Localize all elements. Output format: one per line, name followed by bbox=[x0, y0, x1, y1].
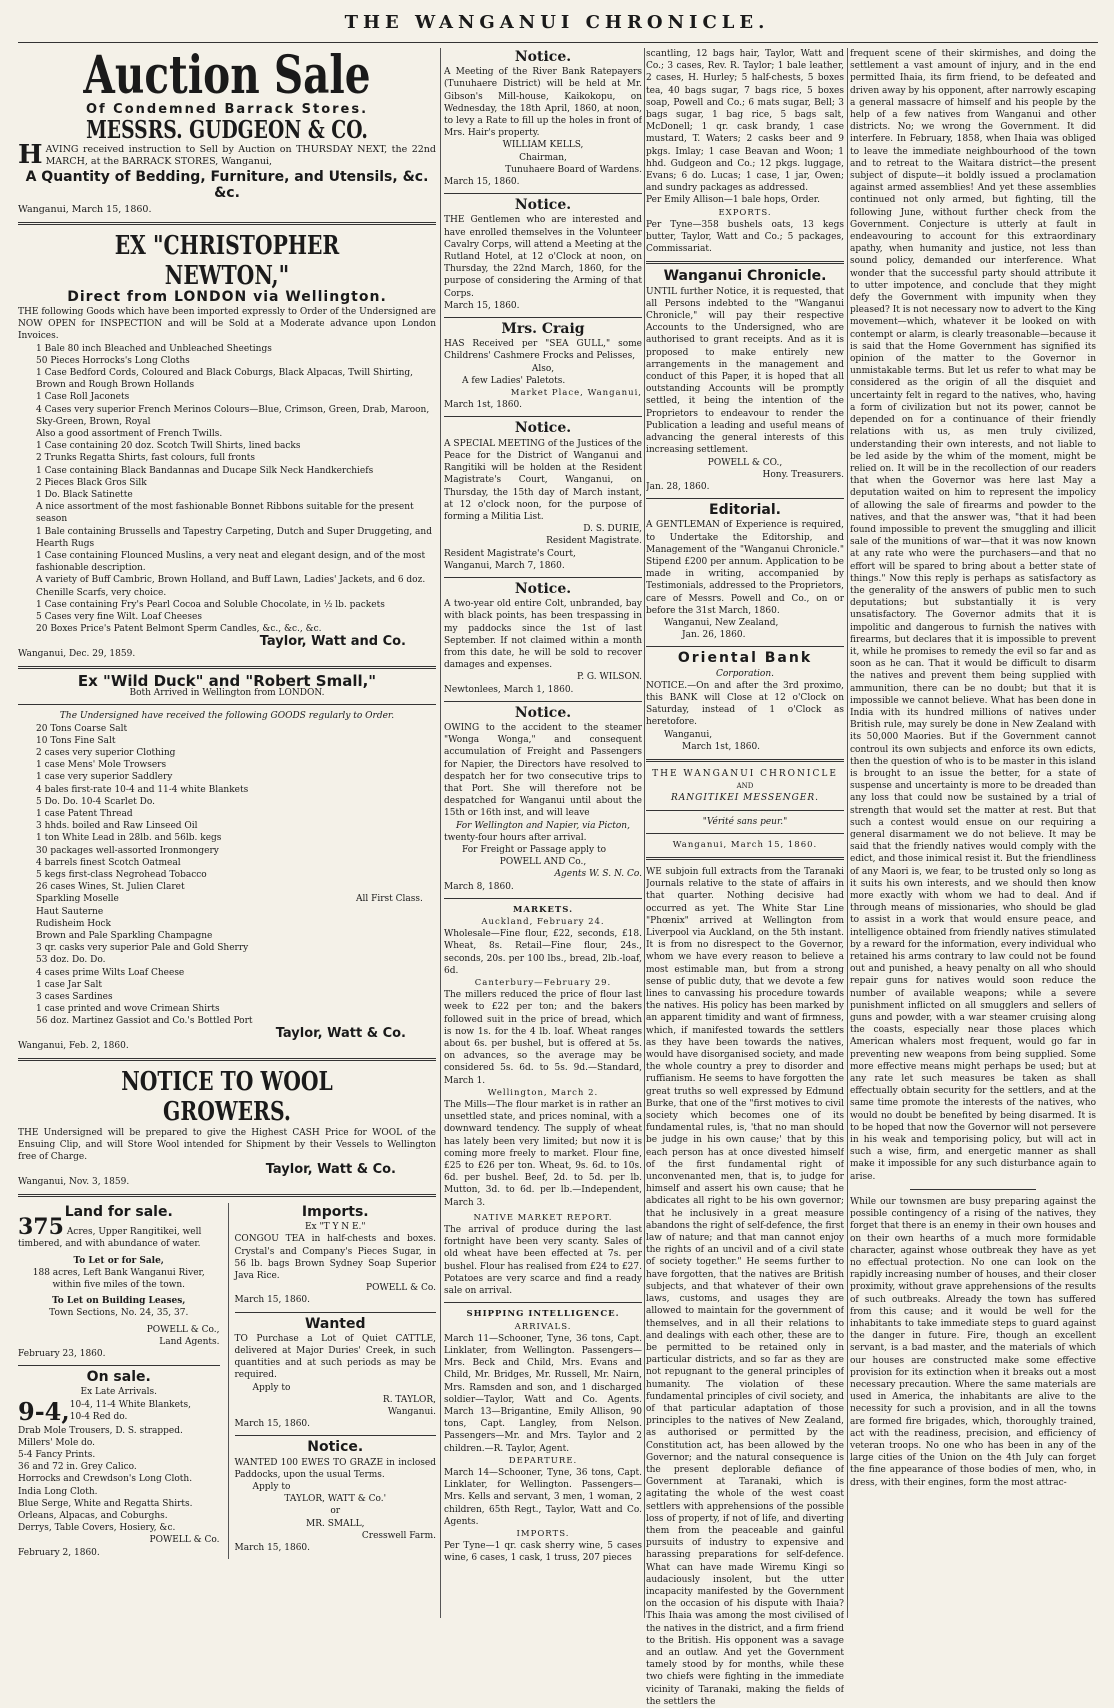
column-2 bbox=[444, 48, 642, 1565]
oriental-place: Wanganui, bbox=[664, 729, 713, 740]
divider bbox=[646, 498, 844, 499]
wildduck-intro: The Undersigned have received the following GOODS regularly to Order. bbox=[59, 711, 395, 722]
land-date: February 23, 1860. bbox=[18, 1349, 106, 1360]
list-item: Orleans, Alpacas, and Coburghs. bbox=[18, 1511, 168, 1522]
craig-place: Market Place, Wanganui, bbox=[510, 388, 642, 399]
notice5-sig2: Agents W. S. N. Co. bbox=[554, 869, 642, 880]
newton-subtitle: Direct from LONDON via Wellington. bbox=[67, 288, 387, 305]
imports-signature: POWELL & Co. bbox=[366, 1283, 436, 1294]
list-item: 56 doz. Martinez Gassiot and Co.'s Bottled Port bbox=[36, 1016, 253, 1027]
auction-sale-ad: Auction Sale Of Condemned Barrack Stores. MESSRS. GUDGEON & CO. HAVING received instruction to Sell by Auction on THURSDAY NEXT, the 22nd MARCH, at the BARRACK STORES, Wanganui, A Quantity of Bedding, Furniture, and Utensils, &c. &c. Wanganui, March 15, 1860. bbox=[18, 48, 436, 215]
list-item: Haut Sauterne bbox=[36, 906, 104, 917]
list-item: 2 Pieces Black Gros Silk bbox=[36, 477, 147, 488]
list-item: Derrys, Table Covers, Hosiery, &c. bbox=[18, 1523, 176, 1534]
notice5-body: OWING to the accident to the steamer "Wonga Wonga," and consequent accumulation of Freight and Passengers for Napier, the Directors have resolved to despatch her for two consecutive trips to that Port. She will therefore not be despatched for Wanganui until about the 15th or 16th inst, and will leave bbox=[444, 722, 642, 819]
divider bbox=[444, 416, 642, 417]
onsale-big: 9-4, bbox=[18, 1396, 70, 1426]
list-item: 1 case printed and wove Crimean Shirts bbox=[36, 1004, 220, 1015]
column-rule bbox=[644, 48, 645, 1618]
chronicle-date: Jan. 28, 1860. bbox=[646, 481, 710, 492]
list-item: 1 Do. Black Satinette bbox=[36, 490, 133, 501]
onsale-items bbox=[18, 1425, 220, 1535]
land-title: Land for sale. bbox=[64, 1204, 173, 1221]
imports-ship: Ex "T Y N E." bbox=[304, 1222, 366, 1233]
list-item: 5 Do. Do. 10-4 Scarlet Do. bbox=[36, 796, 155, 807]
list-item: 1 Case containing 20 doz. Scotch Twill Shirts, lined backs bbox=[36, 441, 301, 452]
ewes-date: March 15, 1860. bbox=[234, 1543, 311, 1554]
auction-date: Wanganui, March 15, 1860. bbox=[18, 203, 152, 215]
list-item: 30 packages well-assorted Ironmongery bbox=[36, 845, 219, 856]
list-item: 1 Case containing Black Bandannas and Ducape Silk Neck Handkerchiefs bbox=[36, 465, 374, 476]
exports-head: EXPORTS. bbox=[718, 207, 772, 218]
ewes-sig4: Cresswell Farm. bbox=[361, 1530, 436, 1541]
onsale-signature: POWELL & Co. bbox=[149, 1535, 220, 1546]
markets-canterbury-head: Canterbury—February 29. bbox=[474, 978, 612, 989]
ewes-sig2: or bbox=[330, 1506, 341, 1517]
christopher-newton-ad bbox=[18, 231, 436, 660]
paper-masthead-line2: AND bbox=[736, 782, 754, 791]
list-item: 1 ton White Lead in 28lb. and 56lb. kegs bbox=[36, 833, 222, 844]
notice5-notice: twenty-four hours after arrival. bbox=[444, 832, 587, 843]
wanted-apply: Apply to bbox=[252, 1382, 291, 1393]
exports-body: Per Tyne—358 bushels oats, 13 kegs butter, Taylor, Watt and Co.; 5 packages, Commissariat. bbox=[646, 219, 844, 255]
notice3-title: Notice. bbox=[514, 420, 572, 437]
ewes-apply: Apply to bbox=[252, 1482, 291, 1493]
auction-body: AVING received instruction to Sell by Auction on THURSDAY NEXT, the 22nd MARCH, at the BARRACK STORES, Wanganui, bbox=[45, 144, 436, 168]
onsale-title: On sale. bbox=[86, 1369, 151, 1386]
wildduck-title: Ex "Wild Duck" and "Robert Small," bbox=[77, 671, 377, 690]
land-body: Acres, Upper Rangitikei, well timbered, and with abundance of water. bbox=[18, 1227, 202, 1250]
notice5-title: Notice. bbox=[514, 704, 572, 721]
imports-date: March 15, 1860. bbox=[234, 1295, 311, 1306]
list-item: Horrocks and Crewdson's Long Cloth. bbox=[18, 1474, 193, 1485]
divider bbox=[910, 1189, 1036, 1190]
notice3-body: A SPECIAL MEETING of the Justices of the Peace for the District of Wanganui and Rangitiki will be holden at the Resident Magistrate's Court, Wanganui, on Thursday, the 15th day of March instant, at 12 o'clock noon, for the purpose of forming a Militia List. bbox=[444, 438, 642, 522]
list-item: A nice assortment of the most fashionable Bonnet Ribbons suitable for the present season bbox=[36, 502, 414, 525]
wildduck-items bbox=[18, 723, 356, 1028]
list-item: 5-4 Fancy Prints. bbox=[18, 1450, 96, 1461]
shipping-imports-head: IMPORTS. bbox=[516, 1528, 570, 1539]
list-item: 3 cases Sardines bbox=[36, 991, 113, 1002]
list-item: 1 case Mens' Mole Trowsers bbox=[36, 760, 167, 771]
divider bbox=[646, 833, 844, 834]
list-item: 1 Case containing Flounced Muslins, a very neat and elegant design, and of the most fashionable description. bbox=[36, 551, 426, 574]
imports-body: CONGOU TEA in half-chests and boxes. Crystal's and Company's Pieces Sugar, in 56 lb. bags Brown Sydney Soap Superior Java Rice. bbox=[234, 1234, 436, 1282]
divider bbox=[444, 317, 642, 318]
column-1 bbox=[18, 48, 436, 1559]
paper-motto: "Vérité sans peur." bbox=[702, 816, 788, 827]
land-let-body: 188 acres, Left Bank Wanganui River, within five miles of the town. bbox=[32, 1267, 205, 1291]
notice5-apply: For Freight or Passage apply to bbox=[462, 844, 607, 855]
imports-continued: scantling, 12 bags hair, Taylor, Watt and Co.; 3 cases, Rev. R. Taylor; 1 bale leather, 2 cases, H. Hurley; 5 half-chests, 5 boxes tea, 40 bags sugar, 7 bags rice, 5 boxes soap, Powell and Co.; 6 mats sugar, Bell; 3 bags sugar, 1 bag rice, 5 bags salt, McDonell; 1 qr. cask brandy, 1 case mustard, T. Waters; 2 casks beer and 9 pkgs. Imlay; 1 case Beavan and Woon; 1 hhd. Gudgeon and Co.; 12 pkgs. luggage, Evans; 6 do. Lucas; 1 case, 1 jar, Owen; and sundry packages as addressed. bbox=[646, 49, 844, 194]
imports-title: Imports. bbox=[301, 1204, 369, 1221]
list-item: 2 Trunks Regatta Shirts, fast colours, full fronts bbox=[36, 453, 256, 464]
markets-native: The arrival of produce during the last fortnight have been very scanty. Sales of old wheat have been effected at 7s. per bushel. Flour has realised from £24 to £27. Potatoes are very scarce and find a ready sale on arrival. bbox=[444, 1225, 642, 1297]
list-item: 10-4, 11-4 White Blankets, bbox=[69, 1399, 191, 1410]
chronicle-sig2: Hony. Treasurers. bbox=[762, 469, 844, 480]
craig-extra: A few Ladies' Paletots. bbox=[462, 375, 566, 386]
divider bbox=[444, 701, 642, 702]
onsale-items-top bbox=[70, 1399, 220, 1425]
oriental-date: March 1st, 1860. bbox=[682, 741, 761, 752]
land-build-title: To Let on Building Leases, bbox=[52, 1296, 186, 1307]
shipping-arrivals: March 11—Schooner, Tyne, 36 tons, Capt. Linklater, from Wellington. Passengers—Mrs. Beck and Child, Mrs. Evans and Child, Mr. Bridges, Mr. Russell, Mr. Nairn, Mrs. Ramsden and son, and 1 discharged soldier—Taylor, Watt and Co. Agents. March 13—Brigantine, Emily Allison, 90 tons, Capt. Langley, from Nelson. Passengers—Mr. and Mrs. Taylor and 2 children.—R. Taylor, Agent. bbox=[444, 1333, 642, 1454]
notice1-date: March 15, 1860. bbox=[444, 177, 520, 188]
divider bbox=[646, 810, 844, 811]
notice4-body: A two-year old entire Colt, unbranded, bay with black points, has been trespassing in my paddocks since the 1st of last September. If not claimed within a month from this date, he will be sold to recover damages and expenses. bbox=[444, 599, 642, 671]
masthead: THE WANGANUI CHRONICLE. bbox=[344, 12, 770, 33]
list-item: 1 Bale containing Brussells and Tapestry Carpeting, Dutch and Super Druggeting, and Hearth Rugs bbox=[36, 526, 432, 549]
wool-date: Wanganui, Nov. 3, 1859. bbox=[18, 1176, 130, 1187]
notice5-date: March 8, 1860. bbox=[444, 881, 514, 892]
divider bbox=[18, 1058, 436, 1061]
wool-title: NOTICE TO WOOL GROWERS. bbox=[121, 1067, 333, 1127]
editorial-article: WE subjoin full extracts from the Taranaki Journals relative to the state of affairs in that quarter. Nothing decisive had occurred as yet. The White Star Line "Phœnix" arrived at Wellington from Liverpool via Auckland, on the 5th instant. It is from no disrespect to the Governor, whom we have every reason to believe a most estimable man, but from a strong sense of public duty, that we devote a few lines to canvassing his procedure towards the natives. His policy has been marked by an apparent timidity and want of firmness, which, if manifested towards the settlers as they have been towards the natives, would have disorganised society, and made the whole country a prey to disorder and ruffianism. He seems to have forgotten the great truths so well expressed by Edmund Burke, that one of the "first motives to civil society which becomes one of its fundamental rules, is, 'that no man should be judge in his own cause;' that by this each person has at once divested himself of the first fundamental right of unconvenanted men, that is, to judge for himself and assert his own cause; that he abdicates all right to be his own governor; that he inclusively in a great measure abandons the right of self-defence, the first law of nature; and that man cannot enjoy the rights of an uncivil and of a civil state of society together." He seems further to have forgotten, that the natives are British subjects, and that whatever of their own laws, customs, and usages they are allowed to maintain for the government of themselves, and in all their relations to and dealings with each other, these are to be permitted to be retained only in particular districts, and so far as they are not repugnant to the general principles of humanity. The violation of these fundamental principles of civil society, and of that particular adaptation of those principles to the natives of New Zealand, as authorised or permitted by the Constitution act, has been allowed by the Governor; and the natural consequence is the present deplorable defiance of Government at Taranaki, which is agitating the whole of the west coast settlers with apprehensions of the possible loss of property, if not of life, and diverting them from the peaceable and gainful pursuits of industry to expensive and harassing preparations for self-defence. What can have made Wiremu Kingi so audaciously insolent, but the utter incapacity manifested by the Government on the occasion of his dispute with Ihaia? This Ihaia was among the most civilised of the natives in the district, and a firm friend to the British. His opponent was a savage and an outlaw. And yet the Government tamely stood by for months, while these two chiefs were fighting in the immediate vicinity of Taranaki, making the fields of the settlers the bbox=[646, 866, 844, 1707]
auction-subtitle: Of Condemned Barrack Stores. bbox=[85, 102, 369, 117]
list-item: Millers' Mole do. bbox=[18, 1437, 96, 1448]
notice2-body: THE Gentlemen who are interested and have enrolled themselves in the Volunteer Cavalry Corps, will attend a Meeting at the Rutland Hotel, at 12 o'Clock at noon, on Thursday, the 22nd March, 1860, for the purpose of considering the Arming of that Corps. bbox=[444, 215, 642, 299]
notice3-sig1: D. S. DURIE, bbox=[583, 524, 642, 535]
markets-canterbury: The millers reduced the price of flour last week to £22 per ton; and the bakers followed suit in the price of bread, which is now 1s. for the 4 lb. loaf. Wheat ranges about 6s. per bushel, but is offered at 5s. on advances, so the average may be considered 5s. 6d. to 5s. 9d.—Standard, March 1. bbox=[444, 990, 642, 1086]
ewes-title: Notice. bbox=[307, 1439, 364, 1456]
oriental-sub: Corporation. bbox=[715, 668, 775, 679]
chronicle-sig1: POWELL & CO., bbox=[707, 457, 783, 468]
wool-signature: Taylor, Watt & Co. bbox=[265, 1161, 396, 1177]
oriental-title: Oriental Bank bbox=[677, 650, 813, 667]
list-item: 1 Bale 80 inch Bleached and Unbleached Sheetings bbox=[36, 343, 272, 354]
list-item: 1 Case Bedford Cords, Coloured and Black Coburgs, Black Alpacas, Twill Shirting, Brown and Rough Brown Hollands bbox=[36, 368, 414, 391]
divider bbox=[18, 1365, 220, 1366]
markets-title: MARKETS. bbox=[512, 904, 574, 915]
chronicle-title: Wanganui Chronicle. bbox=[663, 268, 827, 285]
land-signature: POWELL & Co., bbox=[146, 1324, 220, 1335]
divider bbox=[444, 898, 642, 899]
list-item: A variety of Buff Cambric, Brown Holland, and Buff Lawn, Ladies' Jackets, and 6 doz. Chenille Scarfs, very choice. bbox=[36, 575, 426, 598]
paper-date: Wanganui, March 15, 1860. bbox=[672, 839, 818, 850]
notice1-title: Notice. bbox=[514, 49, 572, 65]
column-rule bbox=[847, 48, 848, 1618]
auction-firm: MESSRS. GUDGEON & CO. bbox=[86, 115, 368, 145]
wildduck-signature: Taylor, Watt & Co. bbox=[275, 1025, 406, 1041]
column-4 bbox=[850, 48, 1096, 1489]
editorial-body: A GENTLEMAN of Experience is required, to Undertake the Editorship, and Management of the "Wanganui Chronicle." Stipend £200 per annum. Application to be made in writing, accompanied by Testimonials, addressed to the Proprietors, care of Messrs. Powell and Co., on or before the 31st March, 1860. bbox=[646, 520, 844, 616]
newton-title: EX "CHRISTOPHER NEWTON," bbox=[114, 230, 340, 291]
divider bbox=[18, 1194, 436, 1197]
ewes-sig3: MR. SMALL, bbox=[306, 1518, 365, 1529]
list-item: 4 bales first-rate 10-4 and 11-4 white Blankets bbox=[36, 784, 249, 795]
fire-article: While our townsmen are busy preparing against the possible contingency of a rising of the natives, they forget that there is an enemy in their own houses and on their own hearths of a much more formidable character, against whose outbreak they have as yet no effectual protection. No one can look on the rapidly increasing number of houses, and their closer proximity, without grave apprehensions of the results of such outbreaks. Already the town has suffered from this cause; and it would be well for the inhabitants to take immediate steps to guard against the danger in future. Fire, though an excellent servant, is a bad master, and the materials of which our houses are constructed make some effective provision for its extinction when it breaks out a most necessary precaution. Where the same materials are used in America, the inhabitants are alive to the necessity for such a provision, and in all the towns are formed fire brigades, which, thoroughly trained, act with the readiness, precision, and efficiency of veteran troops. No one who has been in any of the large cities of the Union on the 4th July can forget the fine appearance of those bodies of men, who, in dress, with their engines, form the most attrac- bbox=[850, 1196, 1096, 1488]
list-item: 10 Tons Fine Salt bbox=[36, 735, 116, 746]
masthead-rule bbox=[18, 42, 1098, 43]
notice5-sig1: POWELL AND Co., bbox=[499, 857, 587, 868]
notice4-date: Newtonlees, March 1, 1860. bbox=[444, 684, 574, 695]
craig-body: HAS Received per "SEA GULL," some Childrens' Cashmere Frocks and Pelisses, bbox=[444, 339, 642, 362]
divider bbox=[18, 222, 436, 225]
newton-intro: THE following Goods which have been imported expressly to Order of the Undersigned are NOW OPEN for INSPECTION and will be Sold at a Moderate advance upon London Invoices. bbox=[18, 307, 436, 342]
list-item: 1 Case containing Fry's Pearl Cocoa and Soluble Chocolate, in ½ lb. packets bbox=[36, 599, 385, 610]
divider bbox=[444, 1302, 642, 1303]
wildduck-subtitle: Both Arrived in Wellington from LONDON. bbox=[129, 688, 325, 699]
auction-lot: A Quantity of Bedding, Furniture, and Utensils, &c. &c. bbox=[25, 168, 429, 201]
notice2-date: March 15, 1860. bbox=[444, 300, 520, 311]
list-item: 20 Tons Coarse Salt bbox=[36, 723, 128, 734]
list-item: 5 Cases very fine Wilt. Loaf Cheeses bbox=[36, 612, 202, 623]
ewes-sig1: TAYLOR, WATT & Co.' bbox=[284, 1494, 387, 1505]
land-build-body: Town Sections, No. 24, 35, 37. bbox=[49, 1308, 189, 1319]
markets-native-head: NATIVE MARKET REPORT. bbox=[473, 1212, 613, 1223]
imports-continued-2: Per Emily Allison—1 bale hops, Order. bbox=[646, 195, 820, 206]
list-item: 1 case Patent Thread bbox=[36, 808, 133, 819]
editorial-date: Jan. 26, 1860. bbox=[682, 630, 746, 641]
list-item: India Long Cloth. bbox=[18, 1486, 98, 1497]
notice1-sig1: WILLIAM KELLS, bbox=[502, 140, 584, 151]
list-item: 26 cases Wines, St. Julien Claret bbox=[36, 882, 185, 893]
column-rule bbox=[440, 48, 441, 1618]
col1-right-subcolumn bbox=[228, 1203, 437, 1559]
divider bbox=[444, 193, 642, 194]
oriental-body: NOTICE.—On and after the 3rd proximo, this BANK will Close at 12 o'Clock on Saturday, instead of 1 o'Clock as heretofore. bbox=[646, 680, 844, 728]
list-item: 36 and 72 in. Grey Calico. bbox=[18, 1462, 137, 1473]
newton-signature: Taylor, Watt and Co. bbox=[259, 633, 406, 649]
list-item: 1 case very superior Saddlery bbox=[36, 772, 173, 783]
list-item: 1 Case Roll Jaconets bbox=[36, 392, 130, 403]
craig-also: Also, bbox=[531, 363, 555, 374]
list-item: 4 cases prime Wilts Loaf Cheese bbox=[36, 967, 185, 978]
wanted-title: Wanted bbox=[304, 1315, 366, 1332]
wanted-body: TO Purchase a Lot of Quiet CATTLE, delivered at Major Duries' Creek, in such quantities and at such periods as may be required. bbox=[234, 1333, 436, 1381]
list-item: 10-4 Red do. bbox=[69, 1411, 128, 1422]
divider bbox=[18, 704, 436, 705]
wool-body: THE Undersigned will be prepared to give the Highest CASH Price for WOOL of the Ensuing Clip, and will Store Wool intended for Shipment by their Vessels to Wellington free of Charge. bbox=[18, 1128, 436, 1163]
wool-notice bbox=[18, 1067, 436, 1188]
notice1-body: A Meeting of the River Bank Ratepayers (Tunuhaere District) will be held at Mr. Gibson's Mill-house, Kaikokopu, on Wednesday, the 18th April, 1860, at noon, to levy a Rate to fill up the holes in front of Mrs. Hair's property. bbox=[444, 67, 642, 139]
wildduck-date: Wanganui, Feb. 2, 1860. bbox=[18, 1040, 129, 1051]
notice2-title: Notice. bbox=[514, 197, 572, 214]
list-item: Rudisheim Hock bbox=[36, 918, 111, 929]
notice3-date: Wanganui, March 7, 1860. bbox=[444, 560, 565, 571]
divider bbox=[646, 857, 844, 860]
editorial-article-continued: frequent scene of their skirmishes, and doing the settlement a vast amount of injury, and in the end permitted Ihaia, its firm friend, to be defeated and driven away by his opponent, after narrowly escaping a general massacre of himself and his people by the help of a few natives from Wanganui and other districts. No; we wrong the Government. It did interfere. In February, 1858, when Ihaia was obliged to leave the immediate neighbourhood of the town and to retreat to the Waitara district—the present subject of dispute—it boldly issued a proclamation against armed assemblies! And yet these assemblies continued not only armed, but fighting, till the following June, without further check from the Government. Conjecture is utterly at fault in endeavouring to account for this extraordinary apathy, when humanity and justice, not less than sound policy, demanded our interference. What wonder that the successful party should attribute it to utter impotence, and conclude that they might defy the Government with impunity when they pleased? It is not necessary now to advert to the King movement—which, whatever it be looked on with contempt or alarm, is clearly treasonable—because it is said that the Home Government has signified its opinion of the matter to the Governor in unmistakable terms. But let us refer to what may be considered as the origin of all the disquiet and uncertainty felt in regard to the natives, who, having a form of civilization but not its power, cannot be depended on for a continuance of their friendly relations with us, as men truly civilized, understanding their own interests, and not liable to be led aside by the whim of the moment, might be relied on. It will be in the recollection of our readers that when the Governor was here last May a deputation waited on him to represent the impolicy of allowing the sale of firearms and powder to the natives, and that the answer was, "that it had been found impossible to prevent the smuggling and illicit sale of the munitions of war—that it was now known at any rate who were the purchasers—and that no effort will be spared to bring about a better state of things." Now this reply is perhaps as satisfactory as the generality of the answers of public men to such deputations; but substantially it is very unsatisfactory. The Governor admits that it is impolitic and dangerous to furnish the natives with firearms, but declares that it is impossible to prevent it, while he promises to remedy the evil so far and as soon as he can. That it would be difficult to disarm the natives and prevent them being supplied with ammunition, there can be no doubt; but that it is impossible we cannot believe. What has been done in India with its hundred millions of natives under British rule, may surely be done in New Zealand with its 50,000 Maories. But if the Government cannot controul its own subjects and enforce its own edicts, then the question of who is to be master in this island is brought to an issue the better, for a state of suspense and uncertainty is more to be dreaded than any loss that could now be sustained by a trial of strength that would set the matter at rest. But that such a contest would ensue on our requiring a general disarmament we do not believe. It may be said that the friendly natives would comply with the edict, and those inimical resist it. But the friendliness of any Maori is, we fear, to be trusted only so long as it suits his own interests, and we should then know more exactly with whom we had to deal. And if through means of missionaries, who should be glad to assist in a work that would ensure peace, and intelligence obtained from friendly natives stimulated by a reward for the information, every individual who retained his arms contrary to law could not be found out and punished, a heavy penalty on all who should repair guns for natives would soon reduce the number of available weapons; while a severe punishment inflicted on all smugglers and sellers of guns and powder, with a war steamer cruising along the coasts, especially near those places which American whalers most frequent, would go far in preventing new weapons from being supplied. Some more effective means might perhaps be used; but at any rate let such measures be taken as shall effectually obtain security for the settlers, and at the same time promote the interests of the natives, who would no doubt be benefited by being disarmed. It is to be hoped that now the Governor will not persevere in his weak and temporising policy, but will act in such a wise, firm, and energetic manner as shall make it impossible for any such disturbance again to arise. bbox=[850, 49, 1096, 1182]
shipping-departure-head: DEPARTURE. bbox=[508, 1455, 578, 1466]
markets-auckland: Wholesale—Fine flour, £22, seconds, £18. Wheat, 8s. Retail—Fine flour, 24s., seconds, 20s. per 100 lbs., bread, 2lb.-loaf, 6d. bbox=[444, 929, 642, 976]
divider bbox=[235, 1435, 437, 1436]
list-item: 3 hhds. boiled and Raw Linseed Oil bbox=[36, 821, 198, 832]
notice3-sig2: Resident Magistrate. bbox=[546, 536, 642, 547]
shipping-arrivals-head: ARRIVALS. bbox=[514, 1321, 572, 1332]
craig-date: March 1st, 1860. bbox=[444, 400, 523, 411]
divider bbox=[444, 577, 642, 578]
notice5-for: For Wellington and Napier, via Picton, bbox=[456, 820, 630, 831]
column-3 bbox=[646, 48, 844, 1708]
notice3-place: Resident Magistrate's Court, bbox=[444, 548, 576, 559]
land-acres: 375 bbox=[18, 1214, 64, 1241]
shipping-imports: Per Tyne—1 qr. cask sherry wine, 5 cases wine, 6 cases, 1 cask, 1 truss, 207 pieces bbox=[444, 1541, 642, 1564]
editorial-title: Editorial. bbox=[709, 502, 781, 519]
land-sig2: Land Agents. bbox=[159, 1336, 220, 1347]
notice4-sig: P. G. WILSON. bbox=[576, 672, 642, 683]
divider bbox=[646, 646, 844, 647]
list-item: Sparkling Moselle bbox=[36, 894, 119, 905]
list-item: Blue Serge, White and Regatta Shirts. bbox=[18, 1498, 193, 1509]
land-let-title: To Let or for Sale, bbox=[73, 1255, 164, 1266]
list-item: 20 Boxes Price's Patent Belmont Sperm Candles, &c., &c., &c. bbox=[36, 624, 322, 635]
craig-title: Mrs. Craig bbox=[501, 321, 585, 338]
markets-auckland-head: Auckland, February 24. bbox=[481, 917, 605, 927]
newton-date: Wanganui, Dec. 29, 1859. bbox=[18, 648, 136, 659]
wanted-date: March 15, 1860. bbox=[234, 1419, 311, 1430]
list-item: 5 kegs first-class Negrohead Tobacco bbox=[36, 869, 207, 880]
list-item: 1 case Jar Salt bbox=[36, 979, 102, 990]
ewes-body: WANTED 100 EWES TO GRAZE in inclosed Paddocks, upon the usual Terms. bbox=[234, 1457, 436, 1480]
paper-masthead-line3: RANGITIKEI MESSENGER. bbox=[671, 793, 819, 804]
paper-masthead-line1: THE WANGANUI CHRONICLE bbox=[652, 768, 838, 779]
newton-items bbox=[18, 343, 436, 636]
markets-wellington: The Mills—The flour market is in rather an unsettled state, and prices nominal, with a downward tendency. The supply of wheat has lately been very limited; but now it is coming more freely to market. Flour fine, £25 to £26 per ton. Wheat, 9s. 6d. to 10s. 6d. per bushel. Beef, 2d. to 5d. per lb. Mutton, 3d. to 6d. per lb.—Independent, March 3. bbox=[444, 1100, 642, 1208]
wild-duck-ad bbox=[18, 671, 436, 1052]
divider bbox=[18, 666, 436, 669]
divider bbox=[646, 261, 844, 264]
list-item: 53 doz. Do. Do. bbox=[36, 955, 106, 966]
list-item: Brown and Pale Sparkling Champagne bbox=[36, 930, 213, 941]
list-item: 4 barrels finest Scotch Oatmeal bbox=[36, 857, 181, 868]
shipping-departure: March 14—Schooner, Tyne, 36 tons, Capt. Linklater, for Wellington. Passengers—Mrs. Kells and servant, 3 men, 1 woman, 2 children, 65th Regt., Taylor, Watt and Co. Agents. bbox=[444, 1467, 642, 1527]
markets-wellington-head: Wellington, March 2. bbox=[487, 1087, 599, 1098]
list-item: 2 cases very superior Clothing bbox=[36, 747, 176, 758]
list-item: 50 Pieces Horrocks's Long Cloths bbox=[36, 355, 190, 366]
notice1-sig3: Tunuhaere Board of Wardens. bbox=[505, 164, 642, 175]
notice1-sig2: Chairman, bbox=[519, 152, 567, 163]
onsale-date: February 2, 1860. bbox=[18, 1547, 100, 1558]
divider bbox=[646, 759, 844, 762]
chronicle-body: UNTIL further Notice, it is requested, that all Persons indebted to the "Wanganui Chronicle," will pay their respective Accounts to the Undersigned, who are authorised to grant receipts. And as it is proposed to make entirely new arrangements in the management and conduct of this Paper, it is hoped that all outstanding Accounts will be promptly settled, it being the intention of the Proprietors to endeavour to render the Publication a leading and useful means of advancing the general interests of this increasing settlement. bbox=[646, 286, 844, 456]
divider bbox=[235, 1312, 437, 1313]
notice4-title: Notice. bbox=[514, 580, 572, 597]
editorial-place: Wanganui, New Zealand, bbox=[664, 617, 779, 628]
wanted-signature: R. TAYLOR, bbox=[382, 1394, 436, 1405]
list-item: 3 qr. casks very superior Pale and Gold Sherry bbox=[36, 943, 249, 954]
col1-left-subcolumn bbox=[18, 1203, 220, 1559]
list-item: Also a good assortment of French Twills. bbox=[36, 429, 223, 440]
auction-title: Auction Sale bbox=[83, 48, 371, 106]
wanted-sig2: Wanganui. bbox=[387, 1407, 436, 1418]
shipping-title: SHIPPING INTELLIGENCE. bbox=[466, 1309, 620, 1320]
onsale-sub: Ex Late Arrivals. bbox=[80, 1387, 157, 1398]
list-item: Drab Mole Trousers, D. S. strapped. bbox=[18, 1425, 183, 1436]
wildduck-bracket: All First Class. bbox=[356, 893, 423, 904]
list-item: 4 Cases very superior French Merinos Colours—Blue, Crimson, Green, Drab, Maroon, Sky-Green, Brown, Royal bbox=[36, 404, 430, 427]
